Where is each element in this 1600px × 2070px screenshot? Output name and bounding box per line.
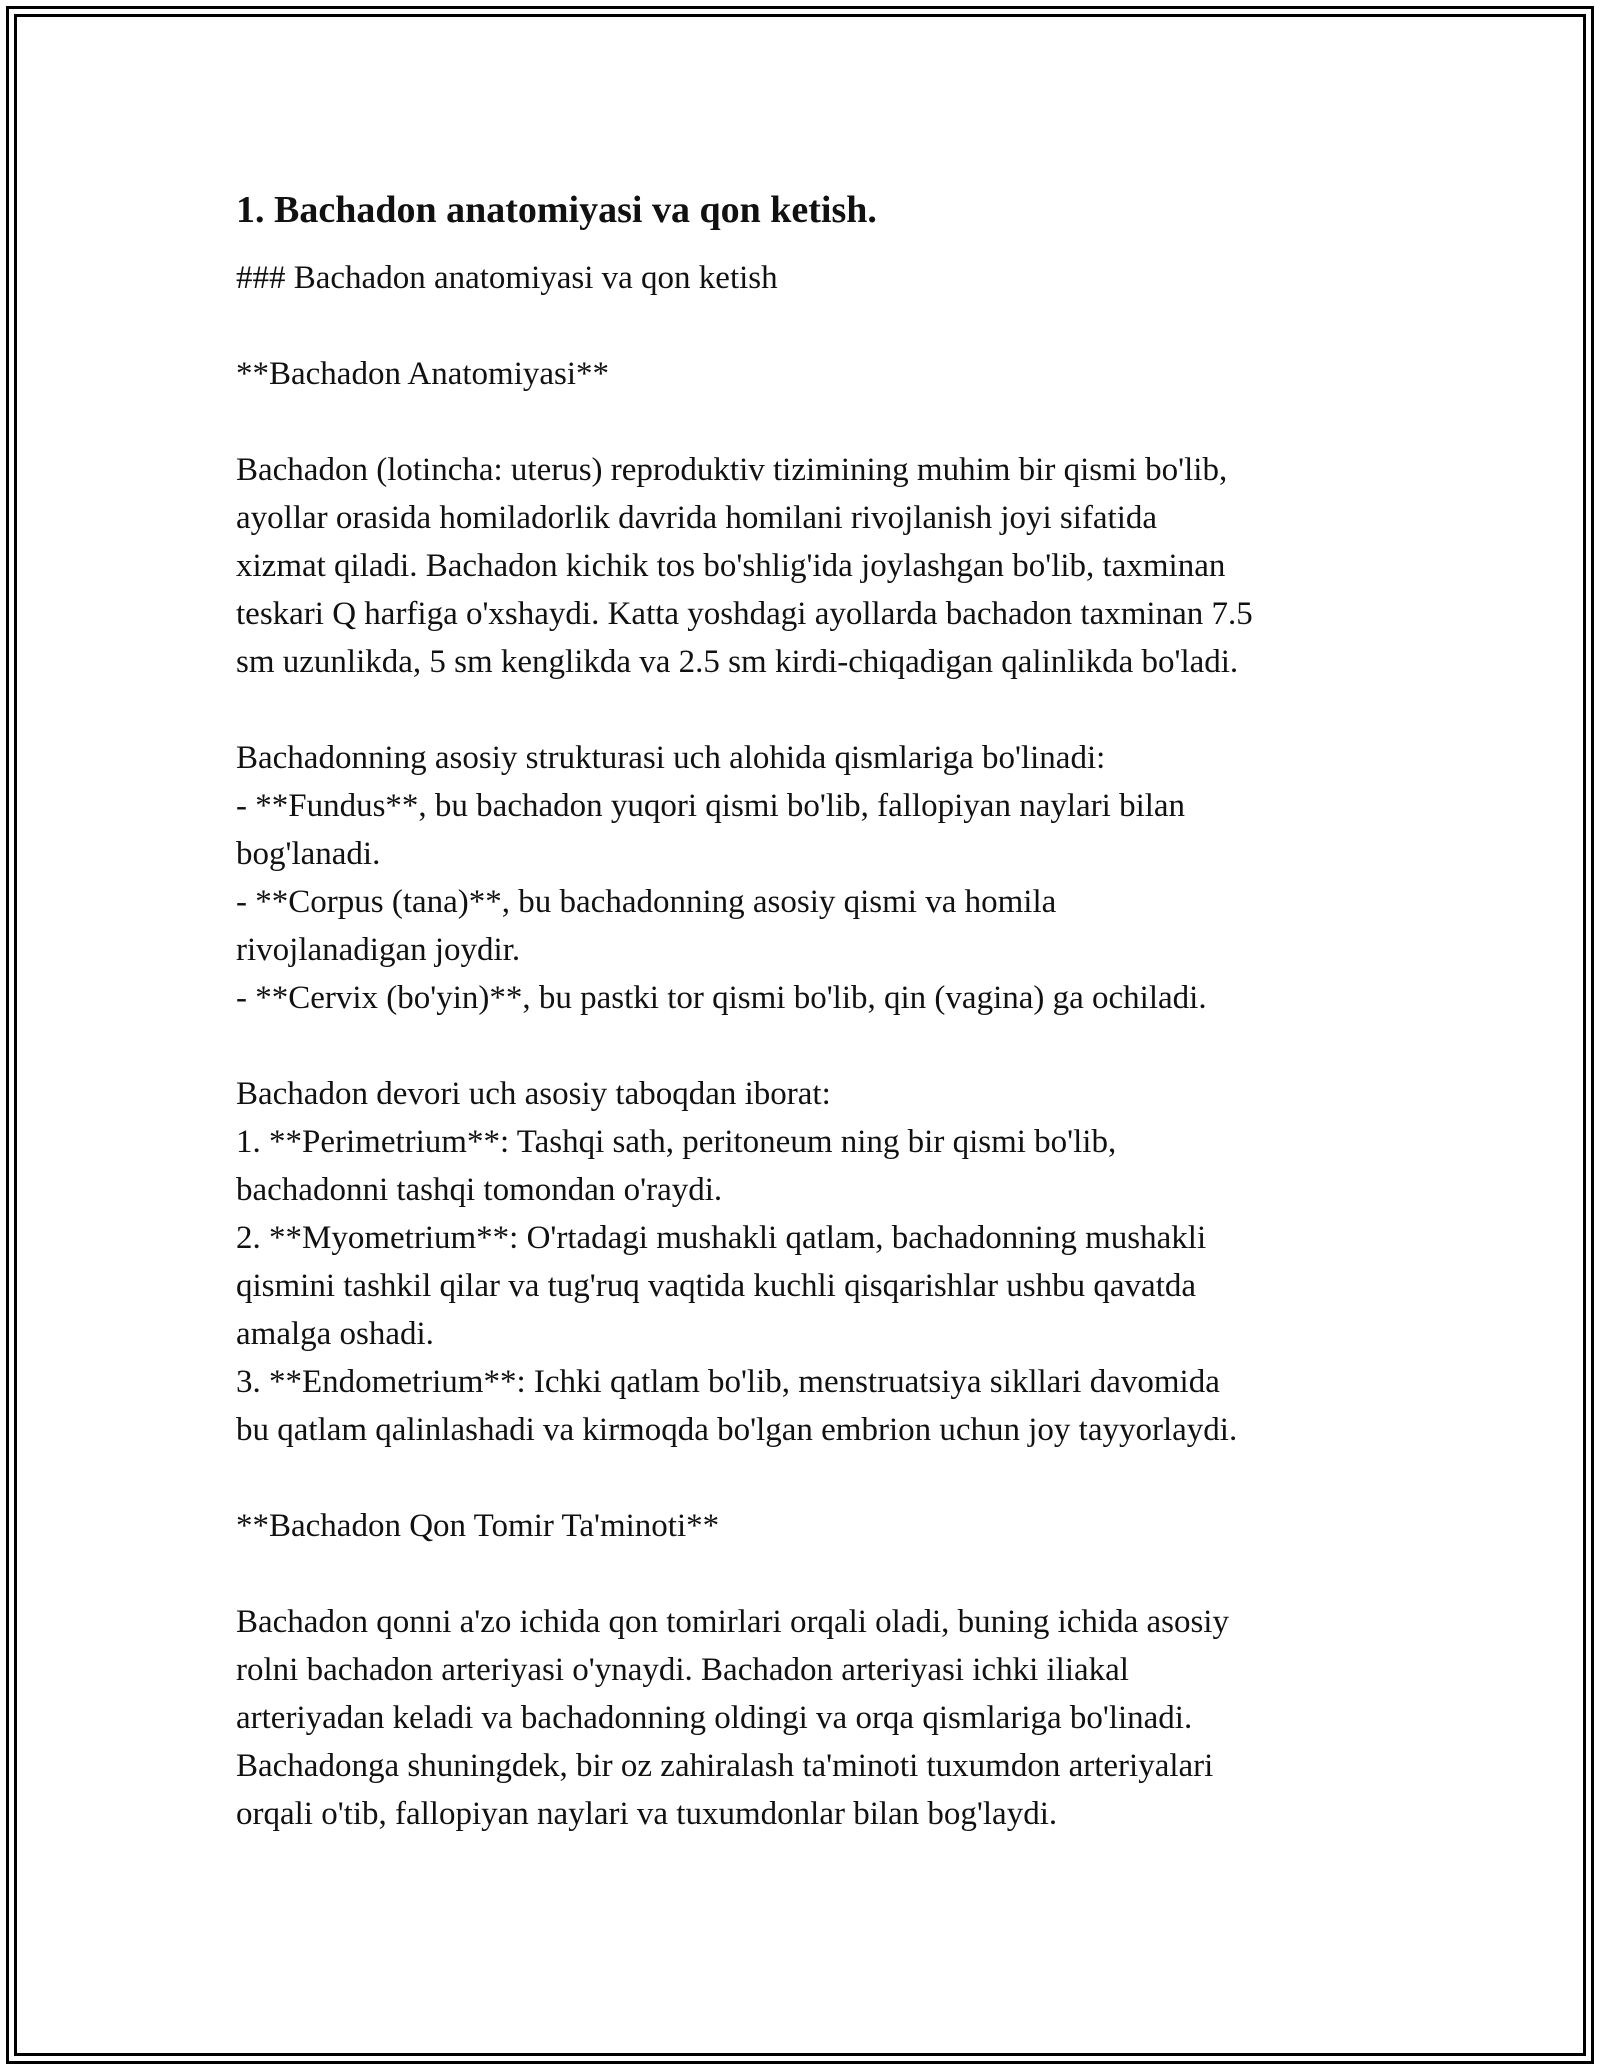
document-body [236,186,1376,1838]
document-title: 1. Bachadon anatomiyasi va qon ketish. [236,189,877,231]
paragraph-wall-layers: Bachadon devori uch asosiy taboqdan iborat: 1. **Perimetrium**: Tashqi sath, peritoneum ning bir qismi bo'lib, bachadonni tashqi tomondan o'raydi. 2. **Myometrium**: O'rtadagi mushakli qatlam, bachadonning mushakli qismini tashkil qilar va tug'ruq vaqtida kuchli qisqarishlar ushbu qavatda amalga oshadi. 3. **Endometrium**: Ichki qatlam bo'lib, menstruatsiya sikllari davomida bu qatlam qalinlashadi va kirmoqda bo'lgan embrion uchun joy tayyorlaydi. [236,1076,1238,1448]
spacer [236,686,1376,734]
paragraph-intro: Bachadon (lotincha: uterus) reproduktiv tizimining muhim bir qismi bo'lib, ayollar orasida homiladorlik davrida homilani rivojlanish joyi sifatida xizmat qiladi. Bachadon kichik tos bo'shlig'ida joylashgan bo'lib, taxminan teskari Q harfiga o'xshaydi. Katta yoshdagi ayollarda bachadon taxminan 7.5 sm uzunlikda, 5 sm kenglikda va 2.5 sm kirdi-chiqadigan qalinlikda bo'ladi. [236,452,1253,680]
section-heading-anatomy: **Bachadon Anatomiyasi** [236,356,610,392]
section-heading-blood-supply: **Bachadon Qon Tomir Ta'minoti** [236,1508,720,1544]
spacer [236,1454,1376,1502]
paragraph-blood-supply: Bachadon qonni a'zo ichida qon tomirlari orqali oladi, buning ichida asosiy rolni bachadon arteriyasi o'ynaydi. Bachadon arteriyasi ichki iliakal arteriyadan keladi va bachadonning oldingi va orqa qismlariga bo'linadi. Bachadonga shuningdek, bir oz zahiralash ta'minoti tuxumdon arteriyalari orqali o'tib, fallopiyan naylari va tuxumdonlar bilan bog'laydi. [236,1604,1229,1832]
paragraph-structure-list: Bachadonning asosiy strukturasi uch alohida qismlariga bo'linadi: - **Fundus**, bu bachadon yuqori qismi bo'lib, fallopiyan naylari bilan bog'lanadi. - **Corpus (tana)**, bu bachadonning asosiy qismi va homila rivojlanadigan joydir. - **Cervix (bo'yin)**, bu pastki tor qismi bo'lib, qin (vagina) ga ochiladi. [236,740,1207,1016]
spacer [236,398,1376,446]
spacer [236,302,1376,350]
spacer [236,1550,1376,1598]
subheading-text: ### Bachadon anatomiyasi va qon ketish [236,260,778,296]
spacer [236,1022,1376,1070]
